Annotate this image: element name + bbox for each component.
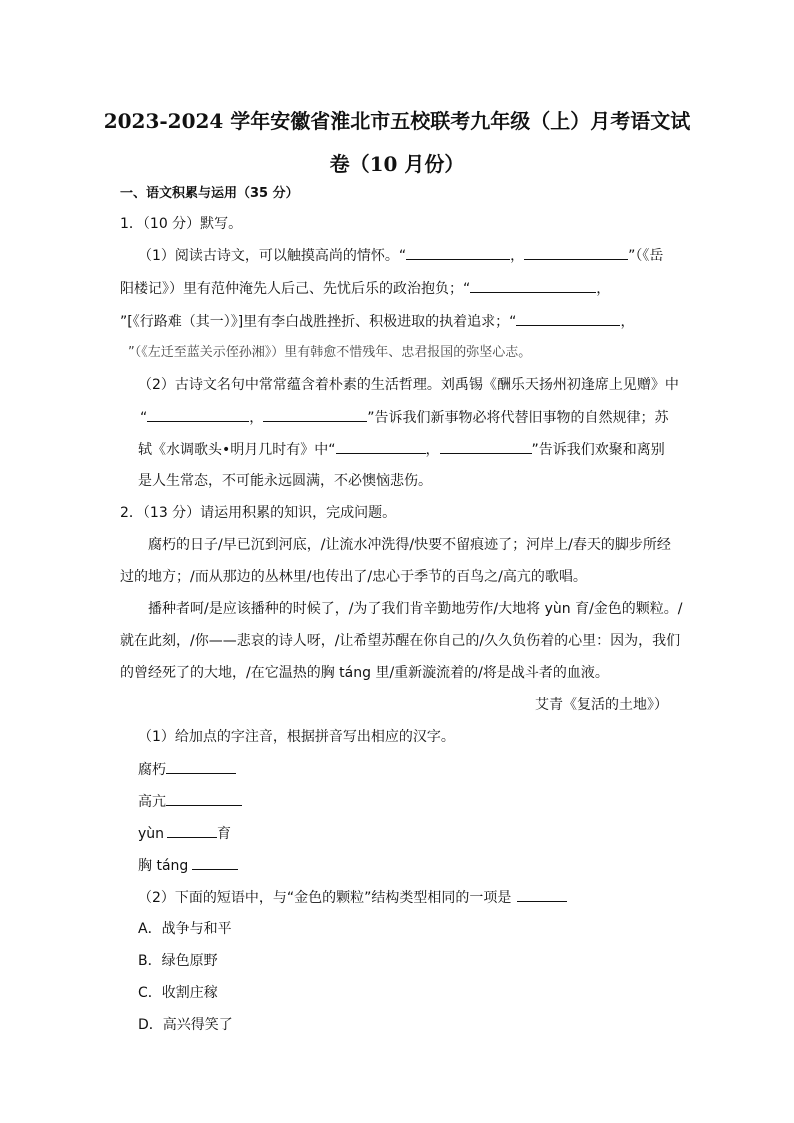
page-title-line2: 卷（10 月份）	[329, 152, 465, 176]
q1-text: ，	[620, 314, 635, 330]
answer-blank[interactable]	[440, 439, 532, 454]
q1-part2-line2	[140, 407, 669, 428]
word-label: 育	[217, 826, 232, 842]
word-label: 腐朽	[138, 762, 166, 778]
word-item	[138, 823, 231, 844]
q1-part1-line2	[120, 278, 610, 299]
poem-source: 艾青《复活的土地》）	[535, 697, 668, 713]
section-heading: 一、语文积累与运用（35 分）	[120, 186, 299, 201]
q2-sub2	[138, 887, 567, 908]
q1-text: ”告诉我们新事物必将代替旧事物的自然规律；苏	[367, 410, 669, 426]
q2-stem: 2．（13 分）请运用积累的知识，完成问题。	[120, 505, 397, 521]
q1-text: ”（《岳	[628, 248, 664, 264]
answer-blank[interactable]	[263, 407, 367, 422]
poem-para2-line2: 就在此刻，/你——悲哀的诗人呀，/让希望苏醒在你自己的/久久负伤着的心里：因为，我们	[120, 633, 681, 649]
word-label: 胸 táng	[138, 858, 189, 874]
word-item	[138, 759, 236, 780]
q2-sub1: （1）给加点的字注音，根据拼音写出相应的汉字。	[138, 729, 455, 745]
q1-part2-line4: 是人生常态，不可能永远圆满，不必懊恼悲伤。	[138, 473, 432, 489]
option-d[interactable]: D．高兴得笑了	[138, 1017, 233, 1033]
q1-part2-line1: （2）古诗文名句中常常蕴含着朴素的生活哲理。刘禹锡《酬乐天扬州初逢席上见赠》中	[138, 377, 679, 393]
poem-para1-line2: 过的地方；/而从那边的丛林里/也传出了/忠心于季节的百鸟之/高亢的歌唱。	[120, 569, 587, 585]
answer-blank[interactable]	[147, 407, 249, 422]
option-b[interactable]: B．绿色原野	[138, 953, 218, 969]
q1-text: ，	[596, 281, 611, 297]
answer-blank[interactable]	[516, 311, 620, 326]
q1-text: ”告诉我们欢聚和离别	[531, 442, 665, 458]
q2-sub2-text: （2）下面的短语中，与“金色的颗粒”结构类型相同的一项是	[138, 890, 512, 906]
q1-text: 轼《水调歌头•明月几时有》中“	[138, 442, 336, 458]
option-c[interactable]: C．收割庄稼	[138, 985, 218, 1001]
word-label: 高亢	[138, 794, 166, 810]
q1-part2-line3	[138, 439, 665, 460]
answer-blank[interactable]	[517, 887, 567, 902]
q1-text: （1）阅读古诗文，可以触摸高尚的情怀。“	[138, 248, 407, 264]
word-item	[138, 791, 242, 812]
answer-blank[interactable]	[470, 278, 596, 293]
poem-para2-line1: 播种者呵/是应该播种的时候了，/为了我们肯辛勤地劳作/大地将 yùn 育/金色的颗粒。/	[148, 601, 683, 617]
q1-text: ，	[249, 410, 264, 426]
q1-text: ”[《行路难（其一）》]里有李白战胜挫折、积极进取的执着追求；“	[120, 314, 517, 330]
page-title-line1: 2023-2024 学年安徽省淮北市五校联考九年级（上）月考语文试	[103, 109, 691, 133]
option-a[interactable]: A．战争与和平	[138, 921, 232, 937]
poem-para1-line1: 腐朽的日子/早已沉到河底，/让流水冲洗得/快要不留痕迹了；河岸上/春天的脚步所经	[148, 537, 671, 553]
answer-blank[interactable]	[524, 245, 628, 260]
answer-blank[interactable]	[166, 791, 242, 806]
q1-text: ，	[425, 442, 440, 458]
answer-blank[interactable]	[336, 439, 426, 454]
q1-part1-line1	[138, 245, 663, 266]
q1-part1-line3	[120, 311, 634, 332]
answer-blank[interactable]	[406, 245, 510, 260]
poem-para2-line3: 的曾经死了的大地，/在它温热的胸 táng 里/重新漩流着的/将是战斗者的血液。	[120, 665, 609, 681]
q1-stem: 1．（10 分）默写。	[120, 216, 243, 232]
word-item	[138, 855, 238, 876]
q1-text: 阳楼记》）里有范仲淹先人后己、先忧后乐的政治抱负；“	[120, 281, 471, 297]
answer-blank[interactable]	[166, 759, 236, 774]
answer-blank[interactable]	[192, 855, 238, 870]
q1-text: ，	[510, 248, 525, 264]
word-label: yùn	[138, 826, 165, 842]
q1-part1-line4: ”（《左迁至蓝关示侄孙湘》）里有韩愈不惜残年、忠君报国的弥坚心志。	[128, 345, 532, 360]
answer-blank[interactable]	[167, 823, 217, 838]
q1-text: “	[140, 410, 148, 426]
